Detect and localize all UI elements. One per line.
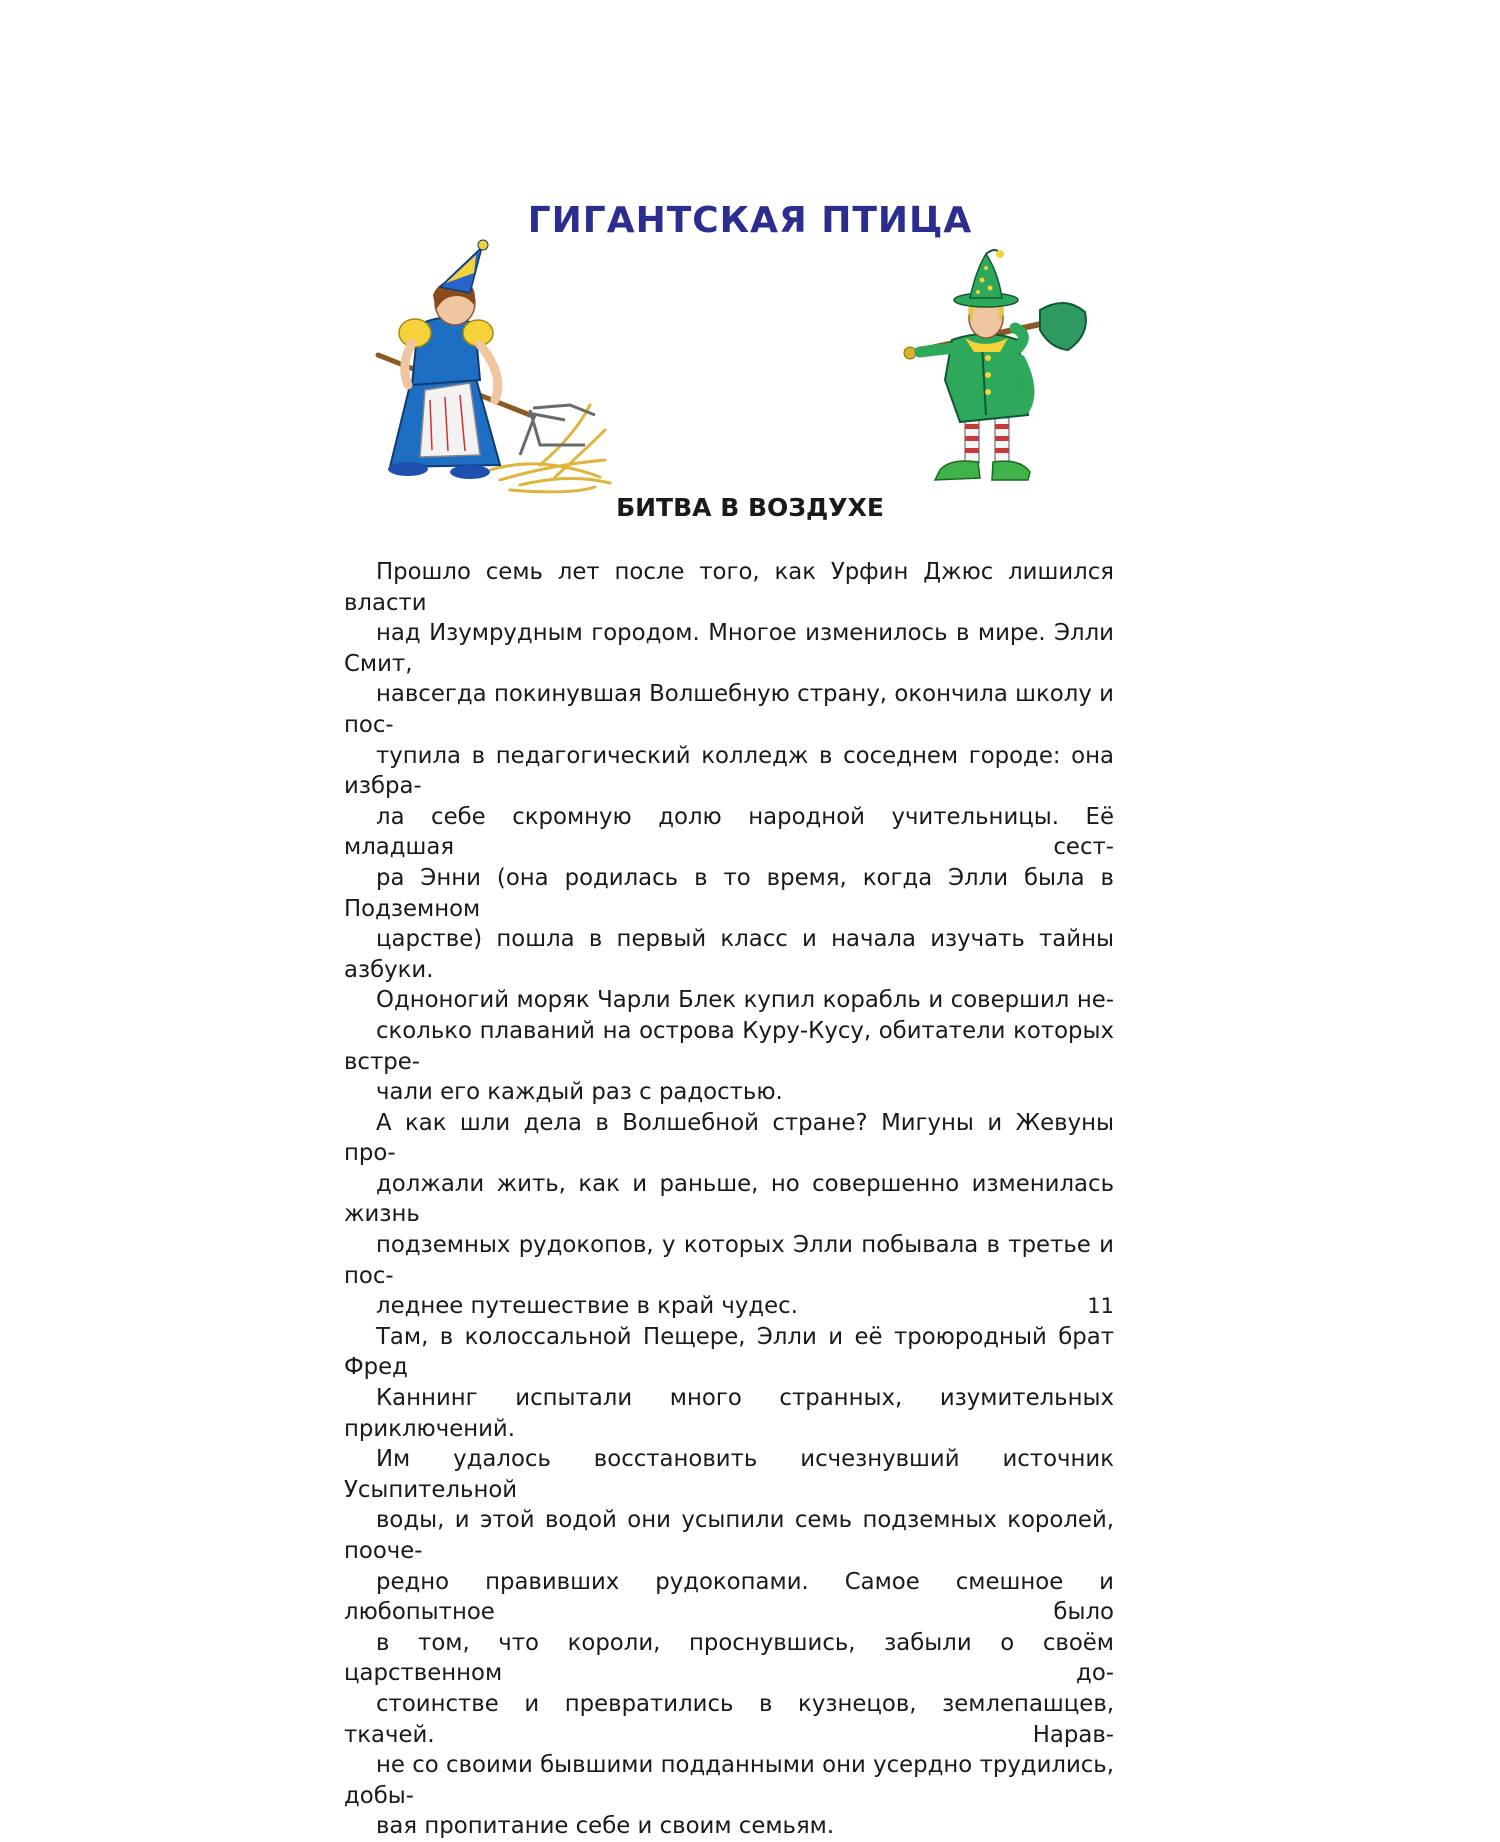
- paragraph: [344, 1108, 1114, 1322]
- text-line: стоинстве и превратились в кузнецов, землепашцев, ткачей. Нарав-: [344, 1690, 1114, 1748]
- text-line: леднее путешествие в край чудес.: [376, 1293, 798, 1320]
- text-line: не со своими бывшими подданными они усердно трудились, добы-: [344, 1752, 1114, 1809]
- text-line: А как шли дела в Волшебной стране? Мигуны и Жевуны про-: [344, 1109, 1114, 1167]
- woman-with-pitchfork-illustration: [370, 215, 635, 500]
- chapter-title: ГИГАНТСКАЯ ПТИЦА: [527, 200, 973, 241]
- paragraph: [344, 1322, 1114, 1842]
- text-line: ра Энни (она родилась в то время, когда Элли была в Подземном: [344, 864, 1114, 922]
- text-line: Им удалось восстановить исчезнувший источник Усыпительной: [344, 1446, 1114, 1503]
- text-line: Одноногий моряк Чарли Блек купил корабль и совершил не-: [376, 987, 1114, 1014]
- text-line: царстве) пошла в первый класс и начала изучать тайны азбуки.: [344, 926, 1114, 983]
- text-line: Прошло семь лет после того, как Урфин Джюс лишился власти: [344, 559, 1114, 616]
- text-line: должали жить, как и раньше, но совершенно изменилась жизнь: [344, 1170, 1114, 1228]
- text-line: воды, и этой водой они усыпили семь подземных королей, пооче-: [344, 1507, 1114, 1564]
- text-line: Каннинг испытали много странных, изумительных приключений.: [344, 1385, 1114, 1442]
- text-line: сколько плаваний на острова Куру-Кусу, обитатели которых встре-: [344, 1017, 1114, 1075]
- text-line: над Изумрудным городом. Многое изменилось в мире. Элли Смит,: [344, 620, 1114, 677]
- text-line: тупила в педагогический колледж в соседнем городе: она избра-: [344, 742, 1114, 800]
- text-line: ла себе скромную долю народной учительницы. Её младшая сест-: [344, 803, 1114, 861]
- man-with-shovel-illustration: [890, 240, 1095, 490]
- section-title: БИТВА В ВОЗДУХЕ: [616, 493, 884, 522]
- text-line: Там, в колоссальной Пещере, Элли и её троюродный брат Фред: [344, 1323, 1114, 1381]
- text-line: подземных рудокопов, у которых Элли побывала в третье и пос-: [344, 1232, 1114, 1289]
- text-line: вая пропитание себе и своим семьям.: [376, 1813, 835, 1840]
- text-line: в том, что короли, проснувшись, забыли о своём царственном до-: [344, 1629, 1114, 1687]
- paragraph: [344, 557, 1114, 985]
- text-line: навсегда покинувшая Волшебную страну, окончила школу и пос-: [344, 681, 1114, 738]
- text-line: чали его каждый раз с радостью.: [376, 1079, 783, 1106]
- body-text: [344, 557, 1114, 1842]
- paragraph: [344, 985, 1114, 1107]
- page-number: 11: [1087, 1294, 1114, 1318]
- text-line: редно правивших рудокопами. Самое смешное и любопытное было: [344, 1568, 1114, 1626]
